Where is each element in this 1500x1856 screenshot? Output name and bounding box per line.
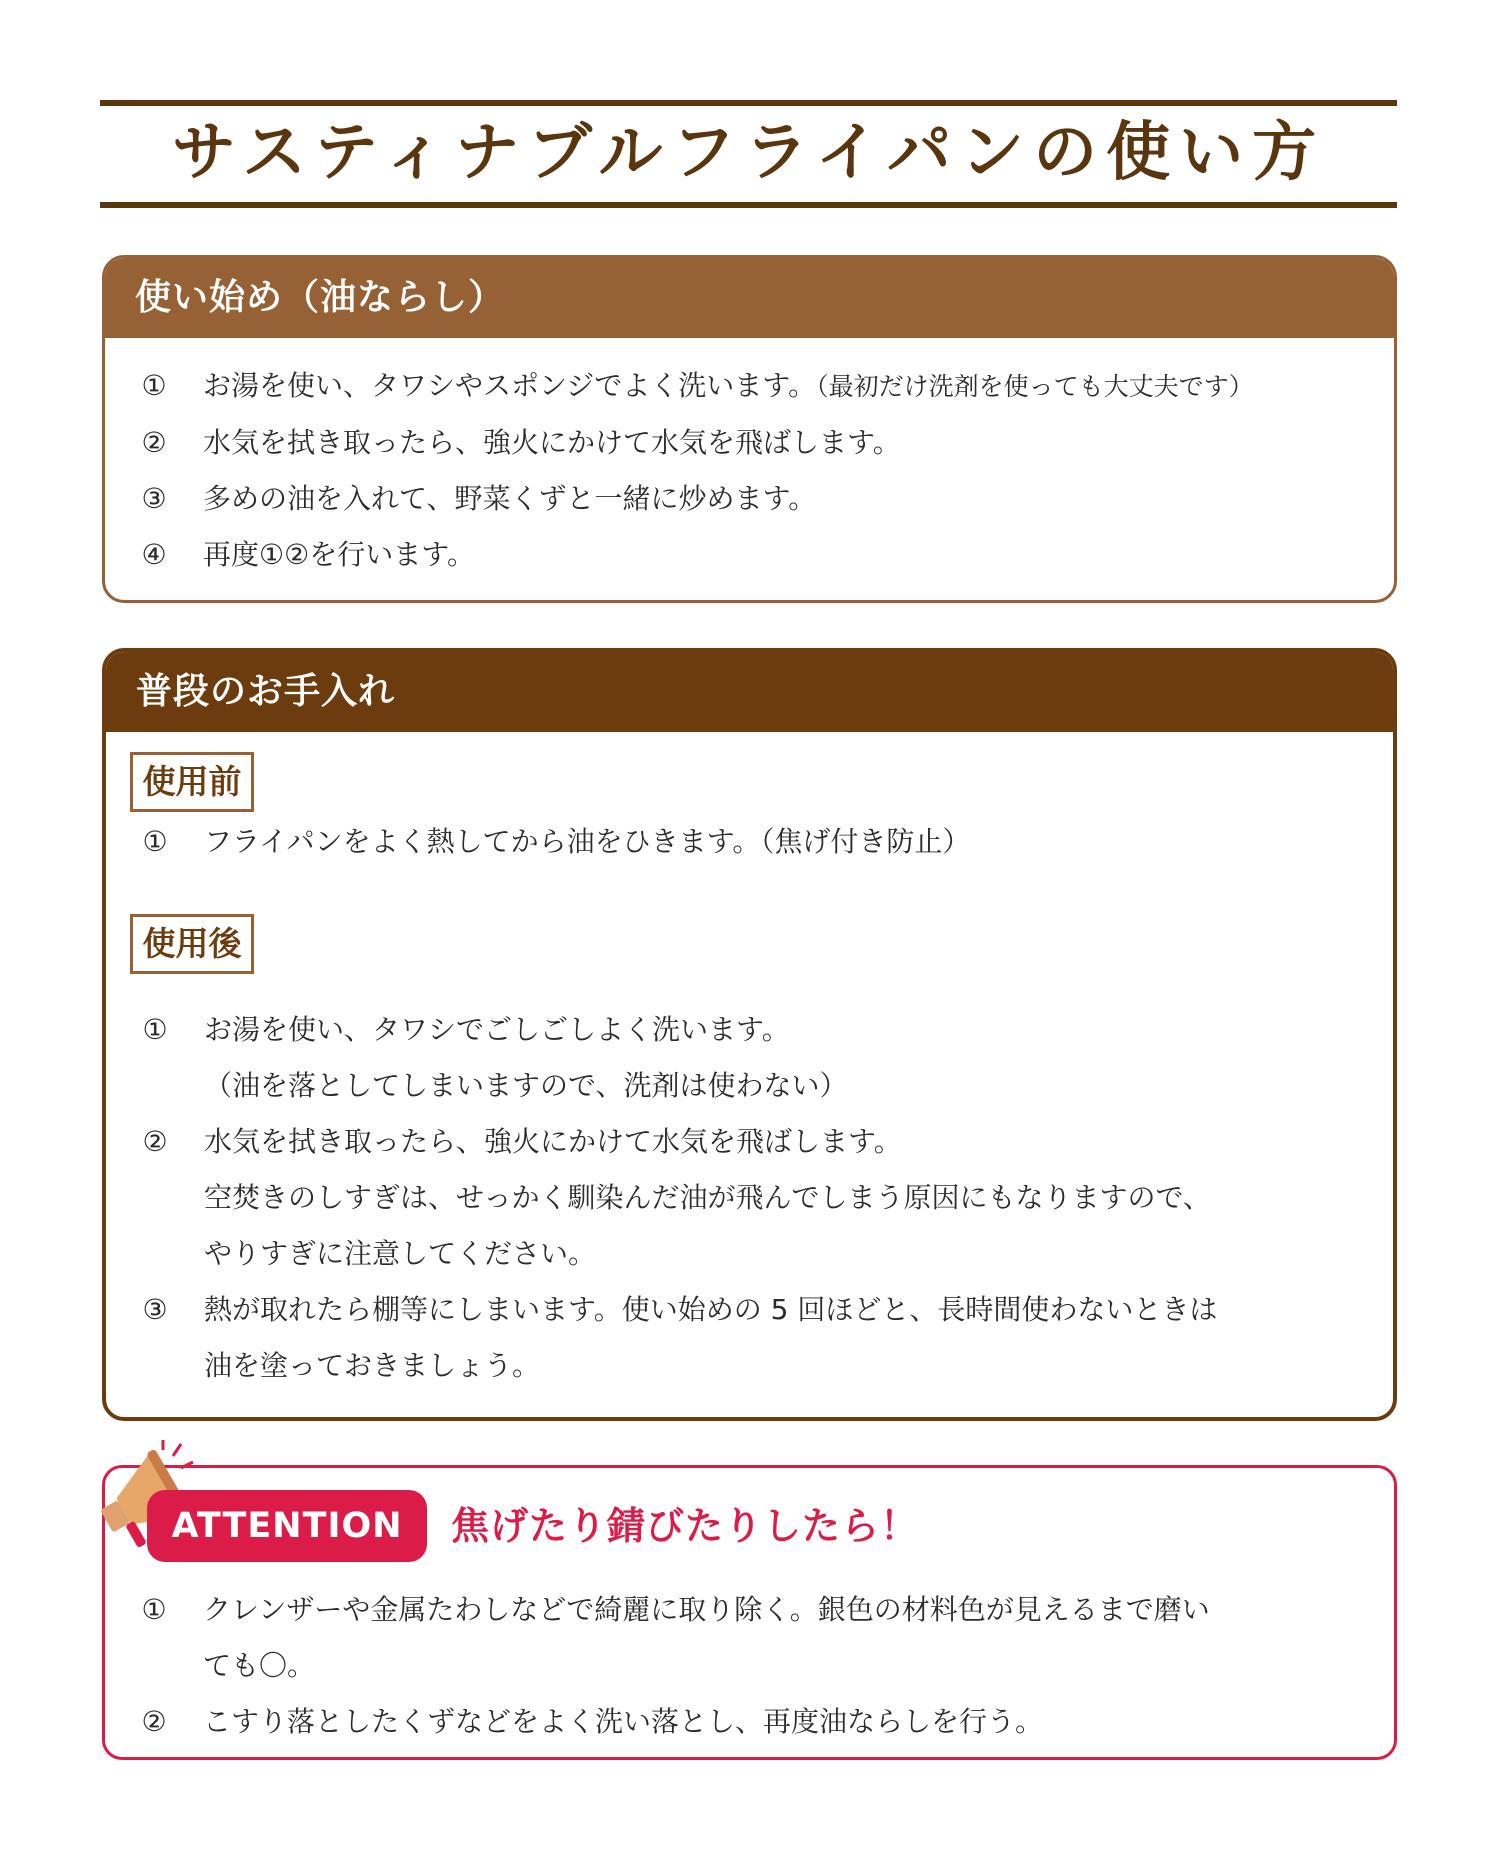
item-note: （最初だけ洗剤を使っても大丈夫です） xyxy=(816,372,1254,401)
attention-badge: ATTENTION xyxy=(147,1490,427,1562)
list-item xyxy=(129,1582,1374,1694)
item-number: ③ xyxy=(141,482,167,515)
title-block xyxy=(100,100,1397,210)
item-line: 水気を拭き取ったら、強火にかけて水気を飛ばします。 xyxy=(204,1125,902,1158)
page-title: サスティナブルフライパンの使い方 xyxy=(171,116,1326,190)
item-number: ③ xyxy=(142,1293,168,1326)
item-line: （油を落としてしまいますので、洗剤は使わない） xyxy=(204,1069,848,1102)
list-item xyxy=(130,1002,1373,1114)
list-item xyxy=(130,814,1373,870)
item-number: ① xyxy=(142,1013,168,1046)
item-line: 油を塗っておきましょう。 xyxy=(204,1349,541,1382)
item-line: ても〇。 xyxy=(203,1649,316,1682)
item-text: お湯を使い、タワシやスポンジでよく洗います。 xyxy=(203,369,817,402)
after-use-list xyxy=(130,1002,1373,1394)
attention-list xyxy=(129,1582,1374,1750)
attention-heading: 焦げたり錆びたりしたら！ xyxy=(451,1504,920,1548)
first-use-list xyxy=(129,358,1374,583)
item-line: 空焚きのしすぎは、せっかく馴染んだ油が飛んでしまう原因にもなりますので、 xyxy=(204,1181,1211,1214)
before-use-list xyxy=(130,814,1373,870)
item-number: ② xyxy=(142,1125,168,1158)
title-top-rule xyxy=(100,100,1397,106)
item-text: フライパンをよく熱してから油をひきます。（焦げ付き防止） xyxy=(204,825,971,858)
section-first-use xyxy=(102,255,1397,603)
list-item xyxy=(129,415,1374,471)
list-item xyxy=(130,1282,1373,1394)
list-item xyxy=(129,358,1374,415)
item-text: 再度①②を行います。 xyxy=(203,538,475,571)
title-bottom-rule xyxy=(100,202,1397,208)
before-use-label: 使用前 xyxy=(130,752,254,812)
section-daily-care-heading: 普段のお手入れ xyxy=(106,652,1393,732)
list-item xyxy=(129,527,1374,583)
item-number: ② xyxy=(141,1705,167,1738)
item-line: やりすぎに注意してください。 xyxy=(204,1237,597,1270)
list-item xyxy=(129,1694,1374,1750)
item-number: ② xyxy=(141,426,167,459)
item-text: 多めの油を入れて、野菜くずと一緒に炒めます。 xyxy=(203,482,817,515)
item-number: ① xyxy=(141,369,167,402)
item-line: お湯を使い、タワシでごしごしよく洗います。 xyxy=(204,1013,790,1046)
item-text: 水気を拭き取ったら、強火にかけて水気を飛ばします。 xyxy=(203,426,901,459)
section-attention xyxy=(102,1465,1397,1760)
item-line: こすり落としたくずなどをよく洗い落とし、再度油ならしを行う。 xyxy=(203,1705,1044,1738)
item-number: ① xyxy=(142,825,168,858)
section-daily-care xyxy=(102,648,1397,1421)
after-use-label: 使用後 xyxy=(130,914,254,974)
list-item xyxy=(129,471,1374,527)
section-first-use-heading: 使い始め（油ならし） xyxy=(105,258,1394,338)
item-number: ① xyxy=(141,1593,167,1626)
item-number: ④ xyxy=(141,538,167,571)
list-item xyxy=(130,1114,1373,1282)
item-line: 熱が取れたら棚等にしまいます。使い始めの 5 回ほどと、長時間使わないときは xyxy=(204,1293,1218,1326)
item-line: クレンザーや金属たわしなどで綺麗に取り除く。銀色の材料色が見えるまで磨い xyxy=(203,1593,1210,1626)
